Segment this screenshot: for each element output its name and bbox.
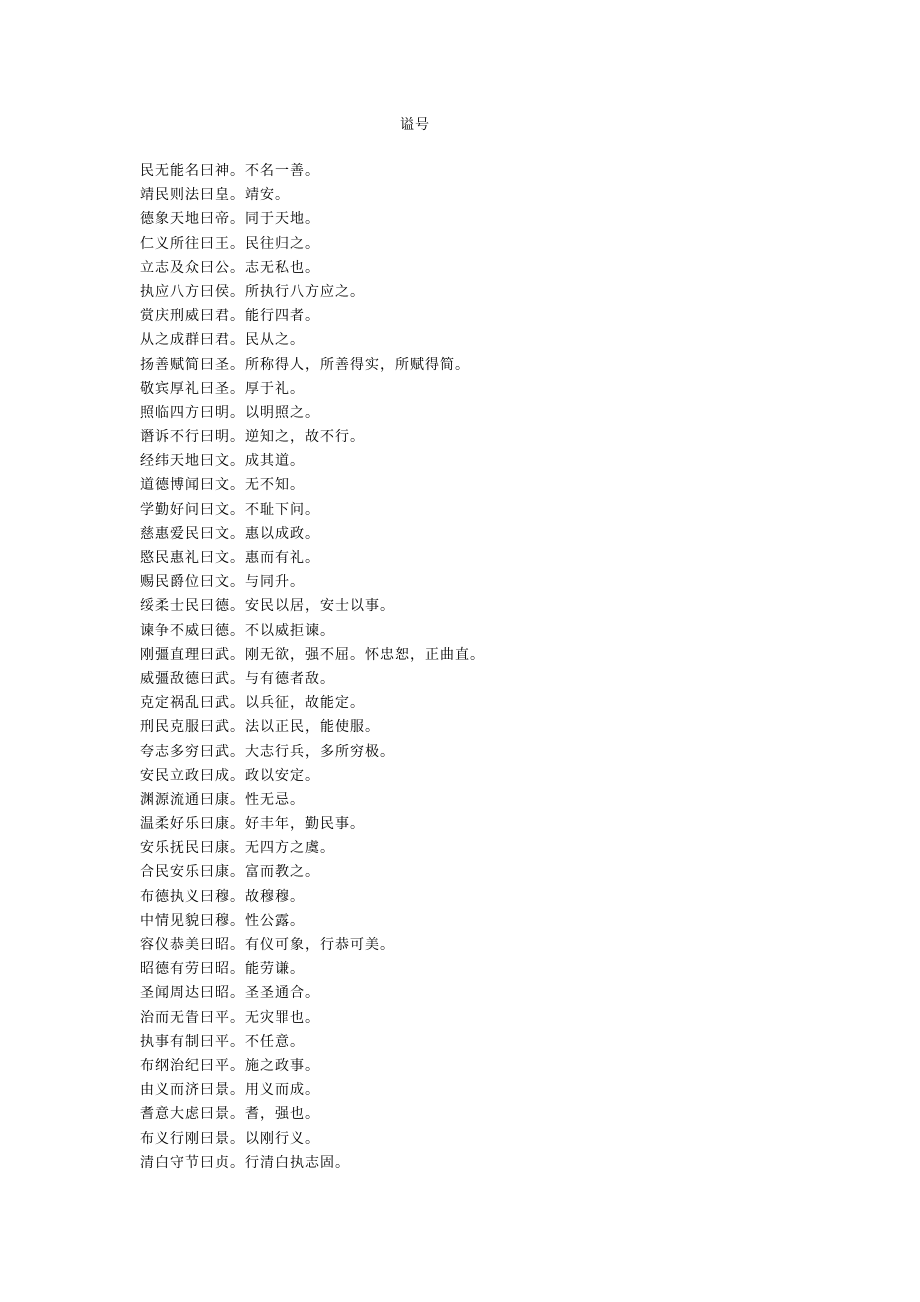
entry-line: 学勤好问曰文。不耻下问。 [140,501,320,518]
entry-line: 刚彊直理曰武。刚无欲，强不屈。怀忠恕，正曲直。 [140,646,485,663]
entry-line: 扬善赋简曰圣。所称得人，所善得实，所赋得简。 [140,356,470,373]
entry-line: 克定祸乱曰武。以兵征，故能定。 [140,695,365,712]
entry-line: 照临四方曰明。以明照之。 [140,404,320,421]
entry-line: 仁义所往曰王。民往归之。 [140,235,320,252]
entry-line: 民无能名曰神。不名一善。 [140,163,320,179]
entry-line: 夸志多穷曰武。大志行兵，多所穷极。 [140,743,395,760]
entry-line: 赐民爵位曰文。与同升。 [140,574,305,591]
entry-line: 温柔好乐曰康。好丰年，勤民事。 [140,816,365,833]
entry-line: 昭德有劳曰昭。能劳谦。 [140,961,305,978]
entry-line: 布纲治纪曰平。施之政事。 [140,1057,320,1074]
entry-line: 圣闻周达曰昭。圣圣通合。 [140,985,320,1002]
entry-line: 执事有制曰平。不任意。 [140,1033,305,1050]
entry-line: 治而无眚曰平。无灾罪也。 [140,1009,320,1026]
entry-line: 经纬天地曰文。成其道。 [140,453,305,470]
entry-line: 慈惠爱民曰文。惠以成政。 [140,525,320,542]
entry-list [140,159,485,1175]
entry-line: 谏争不威曰德。不以威拒谏。 [140,622,335,639]
entry-line: 绥柔士民曰德。安民以居，安士以事。 [140,598,395,615]
entry-line: 容仪恭美曰昭。有仪可象，行恭可美。 [140,937,395,953]
entry-line: 安民立政曰成。政以安定。 [140,767,320,784]
entry-line: 由义而济曰景。用义而成。 [140,1082,320,1099]
entry-line: 布义行刚曰景。以刚行义。 [140,1130,320,1147]
document-title: 谥号 [400,117,430,133]
entry-line: 耆意大虑曰景。耆，强也。 [140,1106,320,1123]
entry-line: 谮诉不行曰明。逆知之，故不行。 [140,429,365,446]
entry-line: 清白守节曰贞。行清白执志固。 [140,1154,350,1171]
entry-line: 敬宾厚礼曰圣。厚于礼。 [140,380,305,397]
entry-line: 执应八方曰侯。所执行八方应之。 [140,283,365,300]
entry-line: 愍民惠礼曰文。惠而有礼。 [140,550,320,566]
entry-line: 德象天地曰帝。同于天地。 [140,211,320,228]
entry-line: 赏庆刑威曰君。能行四者。 [140,308,320,325]
entry-line: 中情见貌曰穆。性公露。 [140,912,305,929]
entry-line: 安乐抚民曰康。无四方之虞。 [140,840,335,857]
entry-line: 布德执义曰穆。故穆穆。 [140,888,305,905]
entry-line: 威彊敌德曰武。与有德者敌。 [140,670,335,687]
entry-line: 道德博闻曰文。无不知。 [140,477,305,494]
entry-line: 合民安乐曰康。富而教之。 [140,864,320,881]
entry-line: 刑民克服曰武。法以正民，能使服。 [140,719,380,736]
entry-line: 立志及众曰公。志无私也。 [140,259,320,276]
entry-line: 渊源流通曰康。性无忌。 [140,791,305,808]
entry-line: 靖民则法曰皇。靖安。 [140,187,290,204]
entry-line: 从之成群曰君。民从之。 [140,332,305,349]
